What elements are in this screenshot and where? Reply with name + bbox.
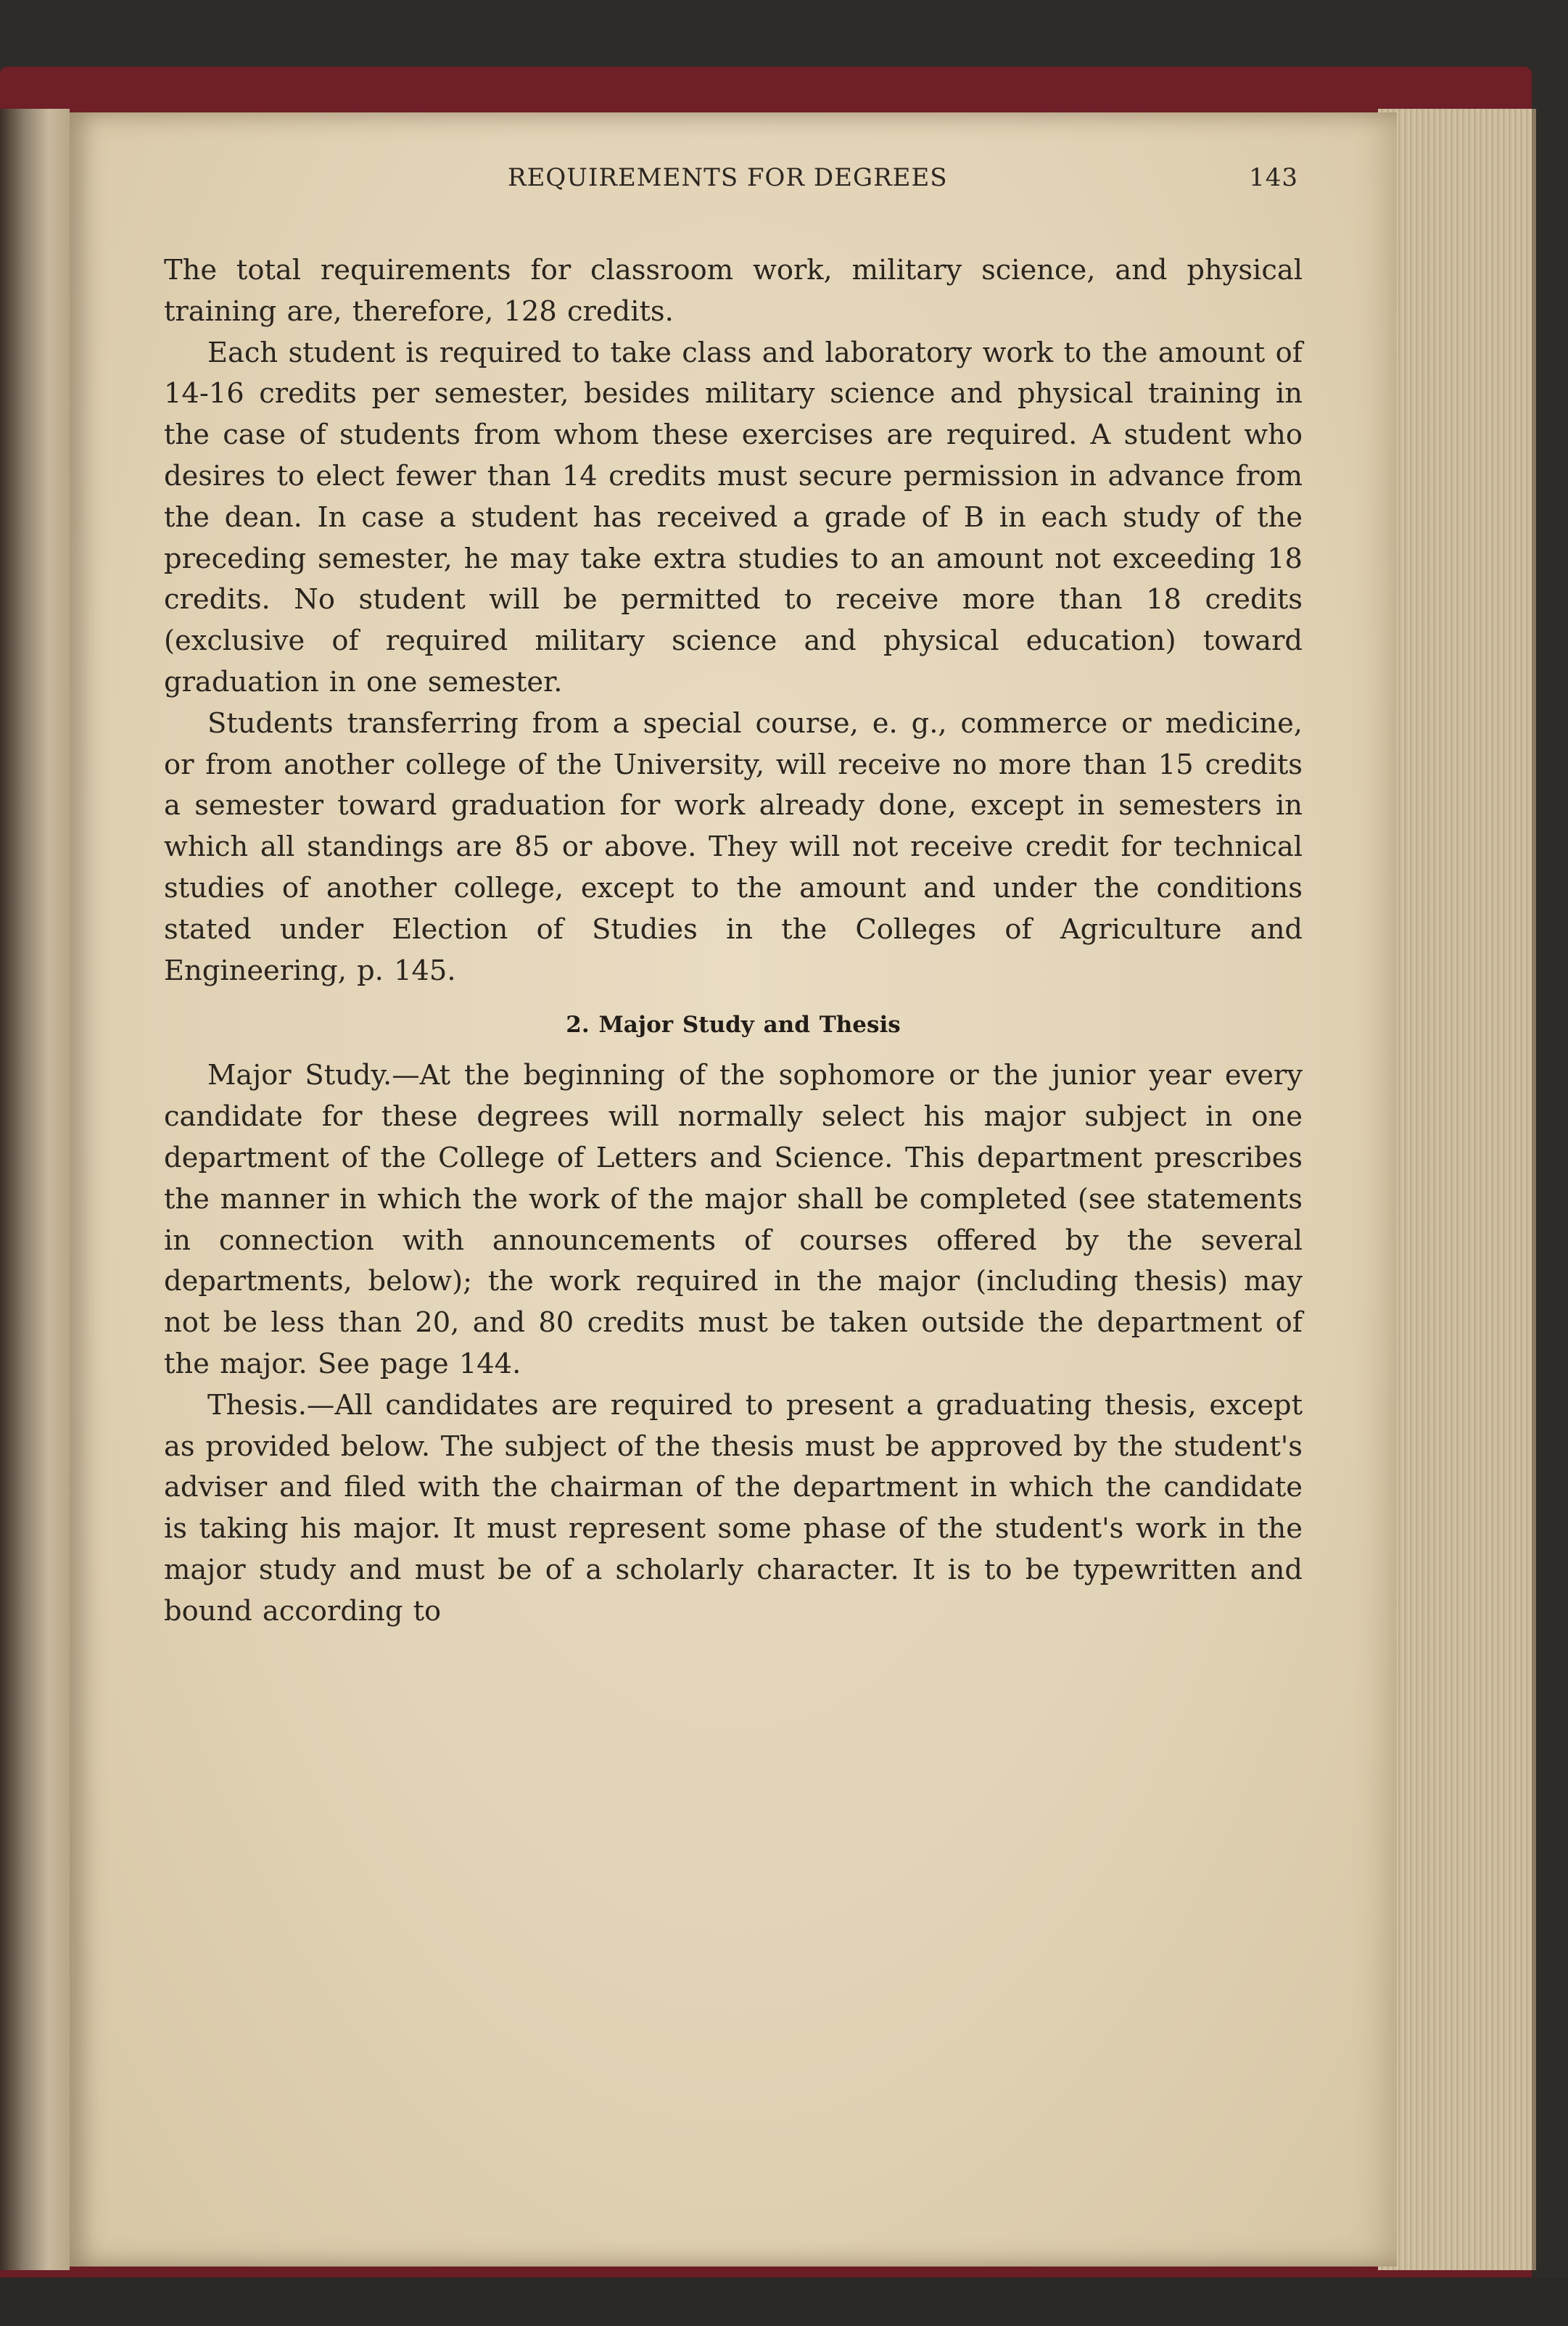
paragraph-transfer-students: Students transferring from a special course, e. g., commerce or medicine, or from another college of the University, will receive no more than 15 credits a semester toward graduation for work already done, except in semesters in which all standings are 85 or above. They will not receive credit for technical studies of another college, except to the amount and under the conditions stated under Election of Studies in the Colleges of Agriculture and Engineering, p. 145. [164,706,1303,987]
running-head [167,163,1298,207]
section-heading: 2. Major Study and Thesis [566,1012,901,1039]
paragraph-credits-total: The total requirements for classroom work, military science, and physical training are, therefore, 128 credits. [164,254,1303,328]
body-text [164,250,1303,1633]
page-stack-edge [1378,109,1536,2270]
background-strip [0,2277,1568,2326]
running-title: REQUIREMENTS FOR DEGREES [508,163,948,192]
paragraph-thesis: Thesis.—All candidates are required to present a graduating thesis, except as provided below. The subject of the thesis must be approved by the student's adviser and filed with the chairman of the department in which the candidate is taking his major. It must represent some phase of the student's work in the major study and must be of a scholarly character. It is to be typewritten and bound according to [164,1388,1303,1628]
previous-page-edge [0,109,70,2270]
page-number: 143 [1249,163,1298,192]
paragraph-credit-load: Each student is required to take class and laboratory work to the amount of 14-16 credits per semester, besides military science and physical training in the case of students from whom these exercises are required. A student who desires to elect fewer than 14 credits must secure permission in advance from the dean. In case a student has received a grade of B in each study of the preceding semester, he may take extra studies to an amount not exceeding 18 credits. No student will be permitted to receive more than 18 credits (exclusive of required military science and physical education) toward graduation in one semester. [164,336,1303,698]
paragraph-major-study: Major Study.—At the beginning of the sophomore or the junior year every candidate for these degrees will normally select his major subject in one department of the College of Letters and Science. This department prescribes the manner in which the work of the major shall be completed (see statements in connection with announcements of courses offered by the several departments, below); the work required in the major (including thesis) may not be less than 20, and 80 credits must be taken outside the department of the major. See page 144. [164,1059,1303,1380]
